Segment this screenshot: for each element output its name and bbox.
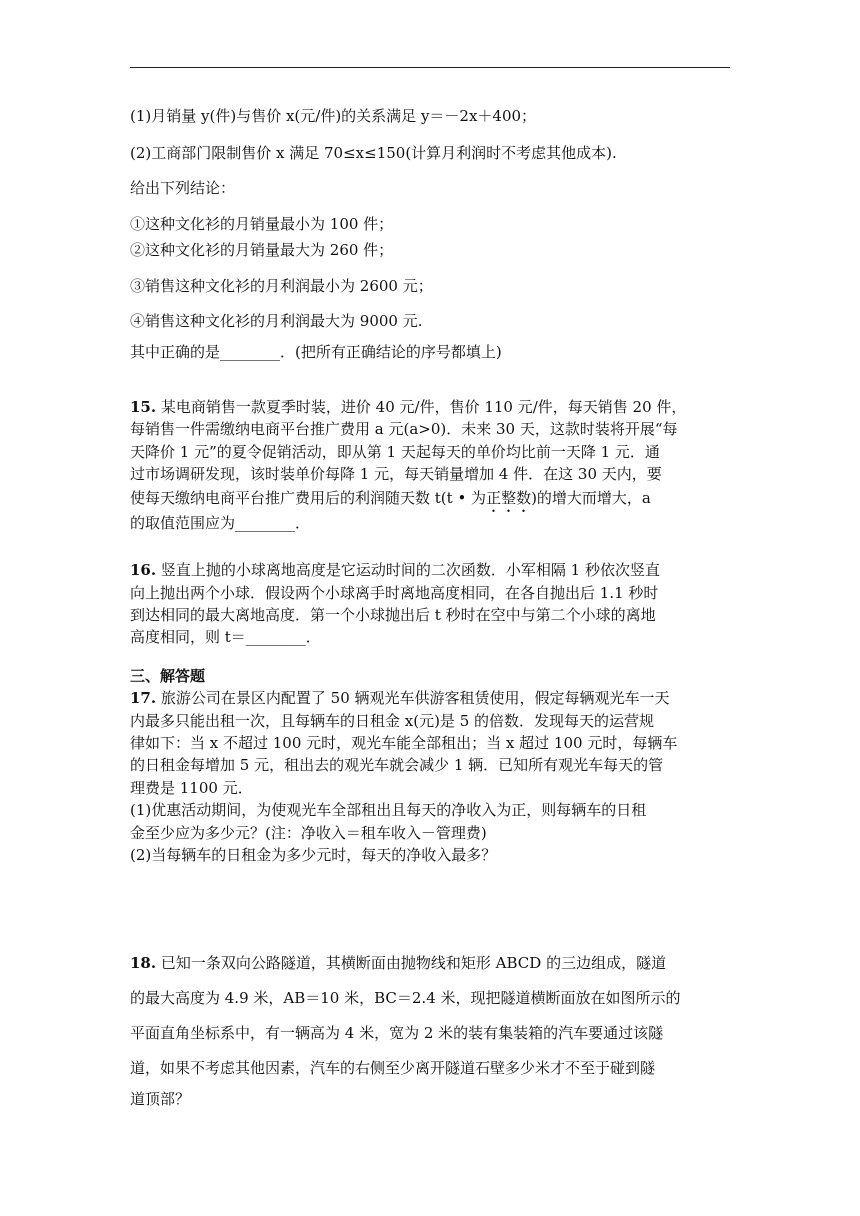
question-text: 金至少应为多少元？(注：净收入＝租车收入－管理费) [130,824,487,842]
question-text: 平面直角坐标系中，有一辆高为 4 米，宽为 2 米的装有集装箱的汽车要通过该隧 [130,1024,664,1042]
question-text: 已知一条双向公路隧道，其横断面由抛物线和矩形 ABCD 的三边组成，隧道 [160,954,667,972]
condition-2: (2)工商部门限制售价 x 满足 70≤x≤150(计算月利润时不考虑其他成本). [130,144,617,162]
question-text: (1)优惠活动期间，为使观光车全部租出且每天的净收入为正，则每辆车的日租 [130,801,647,819]
question-text: 理费是 1100 元． [130,779,253,797]
question-text: 道顶部？ [130,1090,191,1108]
question-text: )的增大而增大，a [531,489,651,507]
question-text: 使每天缴纳电商平台推广费用后的利润随天数 t(t • 为 [130,489,487,507]
question-text: 内最多只能出租一次，且每辆车的日租金 x(元)是 5 的倍数．发现每天的运营规 [130,712,655,730]
question-text: 道，如果不考虑其他因素，汽车的右侧至少离开隧道石壁多少米才不至于碰到隧 [130,1059,656,1077]
question-text: 律如下：当 x 不超过 100 元时，观光车能全部租出；当 x 超过 100 元时，每辆车 [130,734,678,752]
question-text: 过市场调研发现，该时装单价每降 1 元，每天销量增加 4 件．在这 30 天内，要 [130,465,662,483]
section-heading: 三、解答题 [130,667,206,685]
question-text: 高度相同，则 t＝________． [130,628,321,646]
question-number: 18. [130,954,157,972]
question-text: 旅游公司在景区内配置了 50 辆观光车供游客租赁使用，假定每辆观光车一天 [160,689,670,707]
question-number: 17. [130,689,157,707]
question-text: (2)当每辆车的日租金为多少元时，每天的净收入最多？ [130,846,497,864]
question-text: 向上抛出两个小球．假设两个小球离手时离地高度相同，在各自抛出后 1.1 秒时 [130,584,659,602]
conclusion-2: ②这种文化衫的月销量最大为 260 件； [130,241,394,259]
question-text: 某电商销售一款夏季时装，进价 40 元/件，售价 110 元/件，每天销售 20 件， [160,398,687,416]
question-text: 到达相同的最大离地高度．第一个小球抛出后 t 秒时在空中与第二个小球的离地 [130,606,656,624]
question-number: 15. [130,398,157,416]
question-number: 16. [130,561,157,579]
q14-answer-line: 其中正确的是________．(把所有正确结论的序号都填上) [130,343,502,361]
question-text: 天降价 1 元”的夏令促销活动，即从第 1 天起每天的单价均比前一天降 1 元．通 [130,443,660,461]
condition-1: (1)月销量 y(件)与售价 x(元/件)的关系满足 y＝－2x＋400； [130,107,537,125]
conclusion-3: ③销售这种文化衫的月利润最小为 2600 元； [130,277,433,295]
conclusion-1: ①这种文化衫的月销量最小为 100 件； [130,215,394,233]
question-text: 的取值范围应为________． [130,514,311,532]
conclusion-4: ④销售这种文化衫的月利润最大为 9000 元. [130,312,423,330]
question-text: 的最大高度为 4.9 米，AB＝10 米，BC＝2.4 米，现把隧道横断面放在如图所示的 [130,989,681,1007]
header-rule [130,67,730,68]
emphasized-text: 正整数 [486,489,532,507]
question-text: 的日租金每增加 5 元，租出去的观光车就会减少 1 辆．已知所有观光车每天的管 [130,756,664,774]
given-conclusions: 给出下列结论： [130,179,236,197]
question-text: 每销售一件需缴纳电商平台推广费用 a 元(a>0)．未来 30 天，这款时装将开展“每 [130,420,678,438]
question-text: 竖直上抛的小球离地高度是它运动时间的二次函数．小军相隔 1 秒依次竖直 [160,561,660,579]
